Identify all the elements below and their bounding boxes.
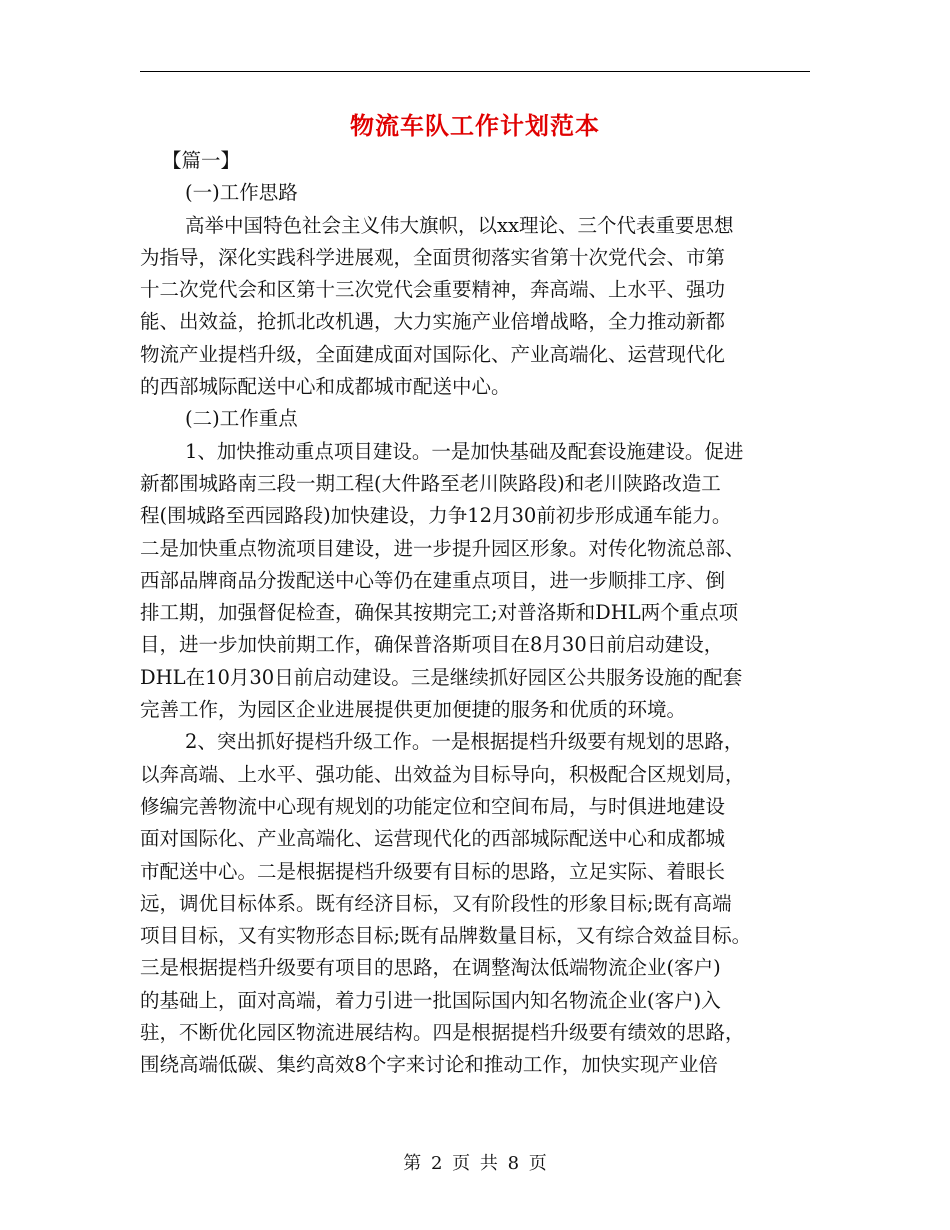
paragraph-line: 的基础上，面对高端，着力引进一批国际国内知名物流企业(客户)入	[140, 988, 721, 1012]
paragraph-line: 新都围城路南三段一期工程(大件路至老川陕路段)和老川陕路改造工	[140, 471, 721, 495]
paragraph-line: 以奔高端、上水平、强功能、出效益为目标导向，积极配合区规划局，	[140, 762, 745, 786]
paragraph-line: 高举中国特色社会主义伟大旗帜，以xx理论、三个代表重要思想	[185, 213, 734, 237]
paragraph-line: 项目目标，又有实物形态目标;既有品牌数量目标，又有综合效益目标。	[140, 924, 752, 948]
paragraph-line: 修编完善物流中心现有规划的功能定位和空间布局，与时俱进地建设	[140, 794, 726, 818]
paragraph-line: 程(围城路至西园路段)加快建设，力争12月30前初步形成通车能力。	[140, 504, 732, 528]
paragraph-line: 十二次党代会和区第十三次党代会重要精神，奔高端、上水平、强功	[140, 278, 726, 302]
section-label: 【篇一】	[162, 149, 241, 172]
paragraph-line: 物流产业提档升级，全面建成面对国际化、产业高端化、运营现代化	[140, 342, 726, 366]
paragraph-line: 二是加快重点物流项目建设，进一步提升园区形象。对传化物流总部、	[140, 536, 745, 560]
paragraph-line: DHL在10月30日前启动建设。三是继续抓好园区公共服务设施的配套	[140, 665, 743, 689]
heading-work-ideas: (一)工作思路	[185, 181, 298, 205]
paragraph-upgrade	[140, 726, 810, 1081]
document-body	[140, 145, 810, 1082]
paragraph-work-ideas	[140, 210, 810, 404]
paragraph-line: 三是根据提档升级要有项目的思路，在调整淘汰低端物流企业(客户)	[140, 956, 721, 980]
paragraph-line: 远，调优目标体系。既有经济目标，又有阶段性的形象目标;既有高端	[140, 891, 732, 915]
paragraph-line: 1、加快推动重点项目建设。一是加快基础及配套设施建设。促进	[185, 439, 744, 463]
paragraph-line: 的西部城际配送中心和成都城市配送中心。	[140, 375, 511, 399]
paragraph-line: 围绕高端低碳、集约高效8个字来讨论和推动工作，加快实现产业倍	[140, 1053, 718, 1077]
paragraph-line: 2、突出抓好提档升级工作。一是根据提档升级要有规划的思路，	[185, 730, 744, 754]
heading-work-focus: (二)工作重点	[185, 407, 298, 431]
document-title: 物流车队工作计划范本	[350, 111, 600, 140]
paragraph-line: 面对国际化、产业高端化、运营现代化的西部城际配送中心和成都城	[140, 827, 726, 851]
paragraph-line: 目，进一步加快前期工作，确保普洛斯项目在8月30日前启动建设，	[140, 633, 724, 657]
paragraph-line: 为指导，深化实践科学进展观，全面贯彻落实省第十次党代会、市第	[140, 245, 726, 269]
paragraph-key-projects	[140, 436, 810, 727]
paragraph-line: 市配送中心。二是根据提档升级要有目标的思路，立足实际、着眼长	[140, 859, 726, 883]
header-rule	[140, 71, 810, 72]
paragraph-line: 完善工作，为园区企业进展提供更加便捷的服务和优质的环境。	[140, 698, 687, 722]
paragraph-line: 能、出效益，抢抓北改机遇，大力实施产业倍增战略，全力推动新都	[140, 310, 726, 334]
paragraph-line: 驻，不断优化园区物流进展结构。四是根据提档升级要有绩效的思路，	[140, 1021, 745, 1045]
paragraph-line: 西部品牌商品分拨配送中心等仍在建重点项目，进一步顺排工序、倒	[140, 568, 726, 592]
paragraph-line: 排工期，加强督促检查，确保其按期完工;对普洛斯和DHL两个重点项	[140, 601, 739, 625]
page-number: 第 2 页 共 8 页	[403, 1153, 547, 1174]
